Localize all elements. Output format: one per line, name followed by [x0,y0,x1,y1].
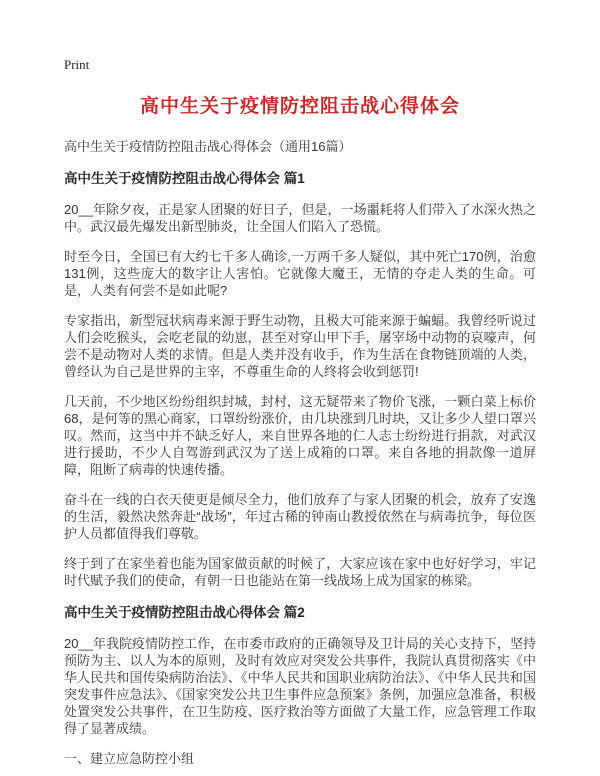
paragraph: 几天前，不少地区纷纷组织封城，封村，这无疑带来了物价飞涨，一颗白菜上标价68，是何等的黑心商家，口罩纷纷涨价，由几块涨到几时块，又让多少人望口罩兴叹。然而，这当中并不缺乏好人，来自世界各地的仁人志士纷纷进行捐款，对武汉进行援助，不少人自驾游到武汉为了送上成箱的口罩。来自各地的捐款像一道屏障，阻断了病毒的快速传播。 [64,394,536,477]
paragraph: 终于到了在家坐着也能为国家做贡献的时候了，大家应该在家中也好好学习，牢记时代赋予我们的使命，有朝一日也能站在第一线战场上成为国家的栋梁。 [64,556,536,588]
sub-heading-line: 一、建立应急防控小组 [64,751,195,766]
section-heading-part1: 高中生关于疫情防控阻击战心得体会 篇1 [64,171,305,186]
paragraph: 奋斗在一线的白衣天使更是倾尽全力，他们放弃了与家人团聚的机会，放弃了安逸的生活，毅然决然奔赴“战场”，年过古稀的钟南山教授依然在与病毒抗争，每位医护人员都值得我们尊敬。 [64,492,536,541]
paragraph: 20__年我院疫情防控工作，在市委市政府的正确领导及卫计局的关心支持下，坚持预防为主、以人为本的原则，及时有效应对突发公共事件，我院认真贯彻落实《中华人民共和国传染病防治法》、《中华人民共和国职业病防治法》、《中华人民共和国突发事件应急法》、《国家突发公共卫生事件应急预案》条例，加强应急准备，积极处置突发公共事件，在卫生防疫、医疗救治等方面做了大量工作，应急管理工作取得了显著成绩。 [64,636,536,736]
print-link[interactable]: Print [64,57,90,72]
paragraph: 时至今日，全国已有大约七千多人确诊,一万两千多人疑似，其中死亡170例，治愈131例，这些庞大的数字让人害怕。它就像大魔王，无情的夺走人类的生命。可是，人类有何尝不是如此呢? [64,249,536,298]
page-title: 高中生关于疫情防控阻击战心得体会 [139,96,460,117]
doc-subtitle: 高中生关于疫情防控阻击战心得体会（通用16篇） [64,139,352,154]
paragraph: 20__年除夕夜，正是家人团聚的好日子，但是，一场噩耗将人们带入了水深火热之中。武汉最先爆发出新型肺炎，让全国人们陷入了恐慌。 [64,202,536,234]
paragraph: 专家指出，新型冠状病毒来源于野生动物，且极大可能来源于蝙蝠。我曾经听说过人们会吃猴头，会吃老鼠的幼崽，甚至对穿山甲下手，屠宰场中动物的哀嚎声，何尝不是动物对人类的求情。但是人类并没有收手，作为生活在食物链顶端的人类，曾经认为自己是世界的主宰，不尊重生命的人终将会收到惩罚! [64,313,536,379]
section-heading-part2: 高中生关于疫情防控阻击战心得体会 篇2 [64,605,305,620]
